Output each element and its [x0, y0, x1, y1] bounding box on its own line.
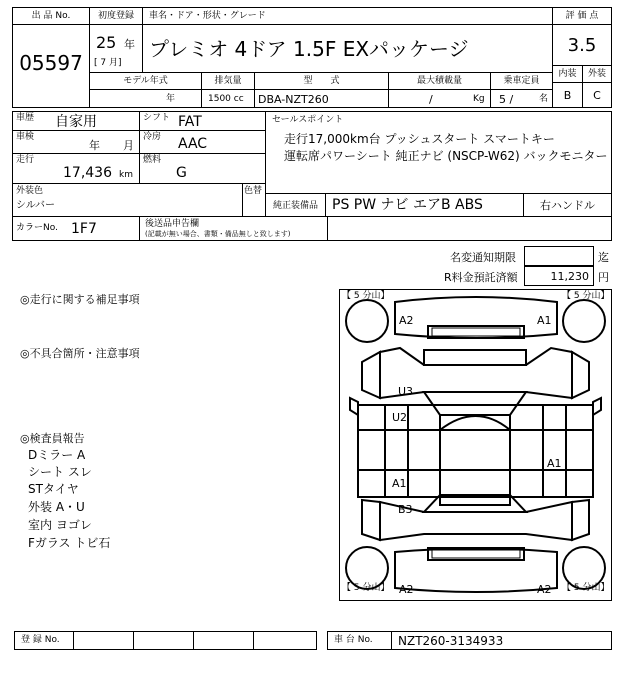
rear-right-fender	[572, 500, 589, 540]
tire-tread-front-left: 【 5 分山】	[342, 291, 390, 301]
sales-line-2: 運転席パワーシート 純正ナビ (NSCP-W62) バックモニター	[284, 149, 608, 163]
displacement-label-cell	[201, 72, 255, 90]
inspector-item: 室内 ヨゴレ	[28, 518, 92, 532]
grade-label-cell	[552, 7, 612, 25]
rear-left-fender	[362, 500, 380, 540]
mileage-unit: km	[119, 170, 133, 180]
car-name-label: 車名・ドア・形状・グレード	[149, 11, 266, 21]
sales-points-cell	[265, 111, 612, 194]
grade-cell	[552, 24, 612, 66]
interior-label: 内装	[558, 69, 577, 79]
lot-number: 05597	[19, 51, 83, 75]
exterior-color-label: 外装色	[16, 186, 44, 196]
shift: FAT	[178, 114, 202, 130]
inspector-item: 外装 A・U	[28, 500, 85, 514]
car-condition-diagram	[339, 289, 612, 601]
damage-mark: A1	[392, 477, 407, 490]
first-reg-cell	[89, 24, 143, 73]
exterior-color: シルバー	[16, 200, 56, 211]
damage-mark: A2	[399, 314, 414, 327]
roof	[440, 415, 510, 505]
type-label: 型 式	[303, 76, 340, 86]
displacement-cell	[201, 89, 255, 108]
color-change-label: 色替	[244, 186, 263, 196]
history: 自家用	[55, 114, 97, 130]
chassis-label: 車 台 No.	[334, 635, 373, 645]
recycle-unit: 円	[598, 271, 609, 284]
name-change-unit: 迄	[598, 251, 609, 264]
fuel-label: 燃料	[143, 155, 162, 165]
documents-label: 後送品申告欄	[145, 219, 200, 229]
first-reg-month: [ 7 月]	[94, 58, 122, 68]
capacity-label-cell	[490, 72, 553, 90]
damage-mark: A1	[547, 457, 562, 470]
model-year-cell	[89, 89, 202, 108]
inspection-cell	[12, 130, 140, 154]
documents-note: (記載が無い場合、書類・備品無しと致します)	[145, 230, 291, 238]
sales-points-label: セールスポイント	[272, 115, 344, 125]
color-no: 1F7	[71, 221, 97, 237]
color-no-label: カラーNo.	[16, 223, 58, 233]
damage-mark: A2	[537, 583, 552, 596]
inspection-label: 車検	[16, 132, 35, 142]
first-reg-year: 25	[96, 33, 117, 52]
mileage: 17,436	[63, 165, 112, 181]
chassis-number: NZT260-3134933	[398, 634, 504, 648]
defects-title: ◎不具合箇所・注意事項	[20, 347, 140, 360]
history-label: 車歴	[16, 113, 35, 123]
lot-label-cell	[12, 7, 90, 25]
driving-notes-title: ◎走行に関する補足事項	[20, 293, 140, 306]
max-load-unit: Kg	[473, 94, 485, 104]
ac-label: 冷房	[143, 132, 162, 142]
max-load: /	[429, 93, 433, 106]
documents-extra-cell	[327, 216, 612, 241]
type-cell	[254, 89, 389, 108]
reg-no-row	[14, 631, 317, 650]
rear-bumper	[395, 549, 557, 596]
history-cell	[12, 111, 140, 131]
exterior-label: 外装	[587, 69, 606, 79]
first-reg-label: 初度登録	[97, 11, 134, 21]
shift-cell	[139, 111, 266, 131]
interior-grade: B	[563, 89, 572, 102]
name-change-label: 名変通知期限	[450, 251, 516, 264]
model-type: DBA-NZT260	[258, 93, 329, 106]
exterior-grade: C	[593, 89, 601, 102]
inspection-year: 年	[89, 139, 100, 152]
shift-label: シフト	[143, 113, 171, 123]
wheel-front-right	[563, 300, 605, 342]
grade-label: 評 価 点	[565, 11, 599, 21]
displacement-label: 排気量	[214, 76, 242, 86]
car-outline-drawing	[340, 290, 611, 600]
damage-mark: A2	[399, 583, 414, 596]
mileage-cell	[12, 153, 140, 184]
mileage-label: 走行	[16, 155, 35, 165]
inspector-report-title: ◎検査員報告	[20, 432, 85, 445]
color-no-cell	[12, 216, 140, 241]
car-name-label-cell	[142, 7, 553, 25]
model-year-label-cell	[89, 72, 202, 90]
inspector-item: シート スレ	[28, 465, 92, 479]
lot-label: 出 品 No.	[31, 11, 71, 21]
name-change-value-cell	[524, 246, 594, 266]
inspection-month: 月	[123, 139, 134, 152]
max-load-cell	[388, 89, 491, 108]
interior-label-cell	[552, 65, 583, 83]
equipment-cell	[325, 193, 524, 217]
model-year-label: モデル年式	[123, 76, 168, 86]
recycle-value: 11,230	[550, 270, 589, 283]
model-year-unit: 年	[166, 94, 176, 104]
damage-mark: U3	[398, 385, 414, 398]
inspector-item: Fガラス トビ石	[28, 536, 111, 550]
car-name: プレミオ 4ドア 1.5F EXパッケージ	[149, 37, 469, 61]
wheel-front-left	[346, 300, 388, 342]
fuel-cell	[139, 153, 266, 184]
exterior-label-cell	[582, 65, 612, 83]
recycle-value-cell	[524, 266, 594, 286]
windshield	[424, 392, 526, 415]
capacity-label: 乗車定員	[503, 76, 540, 86]
tire-tread-front-right: 【 5 分山】	[562, 291, 610, 301]
equipment: PS PW ナビ エアB ABS	[332, 197, 483, 213]
displacement: 1500 cc	[208, 94, 244, 104]
capacity: 5 /	[499, 93, 514, 106]
damage-mark: U2	[392, 411, 408, 424]
ac: AAC	[178, 136, 208, 152]
reg-no-label: 登 録 No.	[21, 635, 60, 645]
type-label-cell	[254, 72, 389, 90]
tire-tread-rear-right: 【 5 分山】	[562, 583, 610, 593]
steering-cell	[523, 193, 612, 217]
car-name-cell	[142, 24, 553, 73]
inspector-item: Dミラー A	[28, 448, 86, 462]
max-load-label-cell	[388, 72, 491, 90]
front-bumper	[395, 297, 557, 338]
damage-mark: B3	[398, 503, 413, 516]
exterior-grade-cell	[582, 82, 612, 108]
sales-line-1: 走行17,000km台 プッシュスタート スマートキー	[284, 132, 555, 146]
interior-grade-cell	[552, 82, 583, 108]
tire-tread-rear-left: 【 5 分山】	[342, 583, 390, 593]
damage-mark: A1	[537, 314, 552, 327]
capacity-unit: 名	[539, 94, 549, 104]
fuel: G	[176, 165, 187, 181]
steering: 右ハンドル	[540, 199, 595, 212]
capacity-cell	[490, 89, 553, 108]
equipment-label: 純正装備品	[272, 201, 318, 211]
max-load-label: 最大積載量	[416, 76, 462, 86]
equipment-label-cell	[265, 193, 326, 217]
inspector-item: STタイヤ	[28, 482, 79, 496]
chassis-row	[327, 631, 612, 650]
documents-cell	[139, 216, 328, 241]
ac-cell	[139, 130, 266, 154]
front-right-fender	[572, 352, 589, 398]
overall-grade: 3.5	[567, 35, 597, 56]
front-left-fender	[362, 352, 380, 398]
first-reg-label-cell	[89, 7, 143, 25]
first-reg-year-unit: 年	[124, 38, 135, 51]
recycle-label: R料金預託済額	[444, 271, 518, 284]
exterior-color-cell	[12, 183, 266, 217]
lot-number-cell	[12, 24, 90, 108]
